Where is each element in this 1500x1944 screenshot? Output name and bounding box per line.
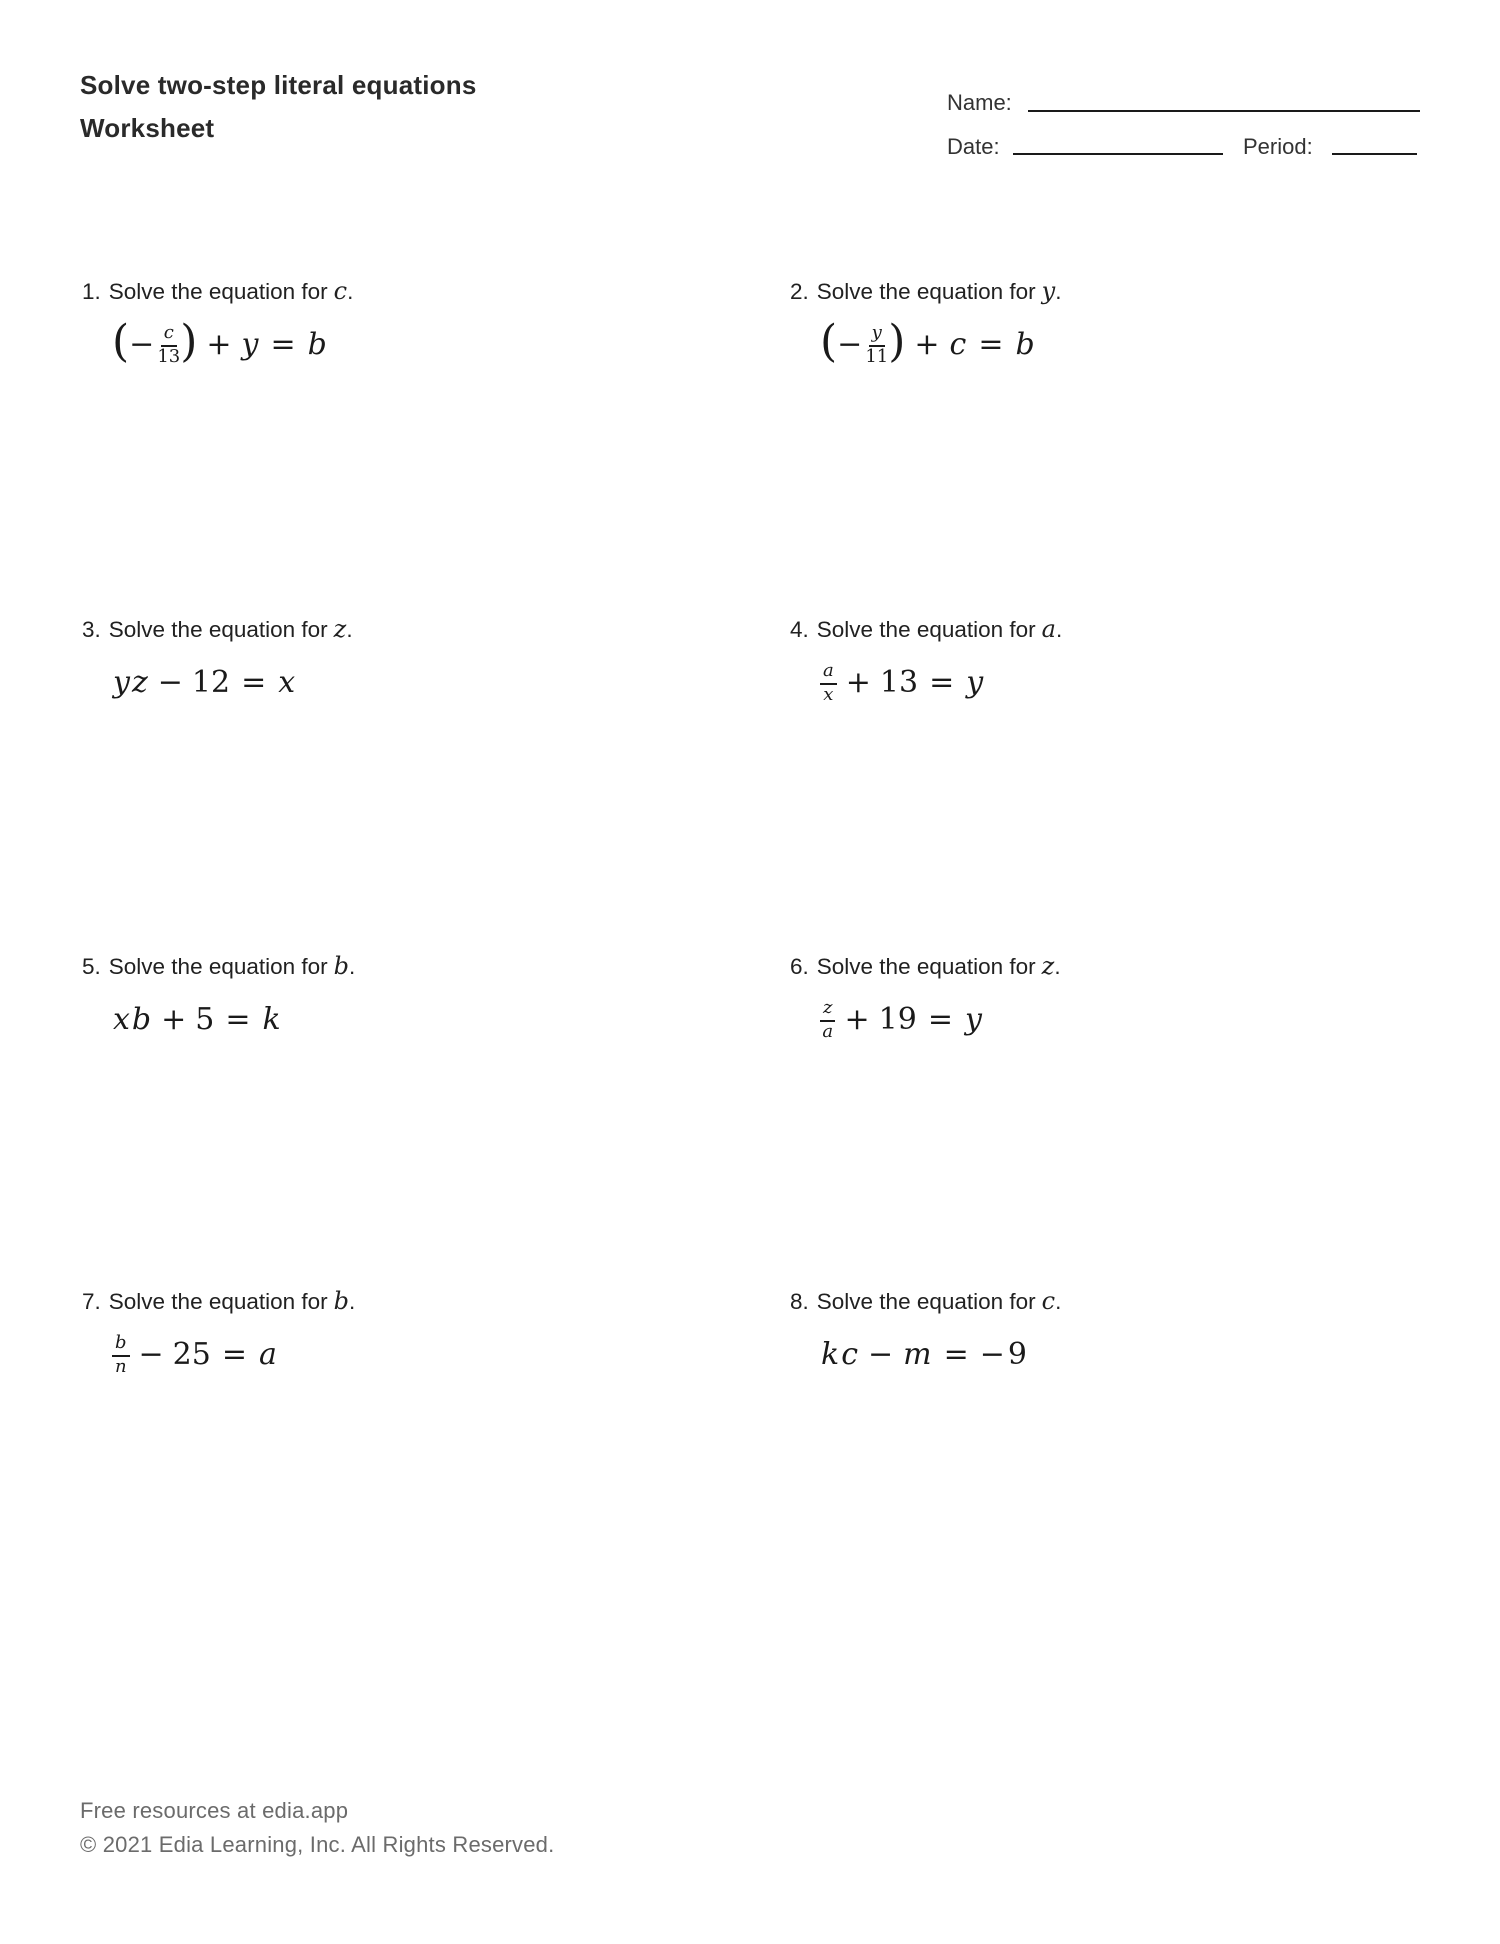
prompt-period: . [346, 617, 353, 642]
problem-6 [790, 951, 1061, 1046]
problem-number: 8. [790, 1289, 809, 1314]
problem-number: 4. [790, 617, 809, 642]
math-variable: x [113, 1001, 130, 1037]
problem-3 [82, 614, 353, 709]
fraction-denominator: 11 [865, 345, 889, 367]
prompt-variable: b [333, 1287, 350, 1315]
footer-copyright-text: © 2021 Edia Learning, Inc. All Rights Reserved. [80, 1832, 555, 1857]
math-number: 12 [191, 664, 231, 700]
problem-5 [82, 951, 355, 1046]
fraction-denominator: a [822, 1020, 834, 1042]
math-operator: = [927, 1001, 953, 1037]
prompt-period: . [1055, 617, 1063, 642]
problem-prompt [82, 1286, 355, 1317]
problem-8 [790, 1286, 1061, 1381]
math-operator: = [241, 664, 267, 700]
math-operator: + [206, 326, 232, 362]
equation [820, 655, 984, 709]
prompt-variable: z [1041, 952, 1055, 980]
prompt-text: Solve the equation for [816, 954, 1036, 979]
math-operator: = [943, 1336, 969, 1372]
equation: ( − $\frac{y}{11}$ ) + c = b [820, 316, 1035, 367]
problem-number: 1. [82, 279, 101, 304]
date-blank-line [1013, 153, 1223, 155]
prompt-text: Solve the equation for [816, 617, 1036, 642]
problem-number: 6. [790, 954, 809, 979]
equation: ( − $\frac{c}{13}$ ) + y = b [112, 316, 327, 367]
math-variable: z [131, 664, 148, 700]
math-number: 9 [1007, 1336, 1027, 1372]
math-operator: − [157, 664, 183, 700]
math-number: 19 [878, 1001, 917, 1037]
prompt-variable: z [333, 615, 347, 643]
math-variable: k [262, 1001, 281, 1037]
fraction [865, 321, 889, 367]
problem-1 [82, 276, 353, 371]
equation [112, 655, 296, 709]
math-operator: = [221, 1336, 247, 1372]
math-variable: c [841, 1336, 858, 1372]
equation [112, 992, 282, 1046]
fraction-denominator: n [114, 1355, 127, 1377]
math-operator: + [844, 1001, 870, 1037]
math-operator: + [161, 1001, 187, 1037]
prompt-text: Solve the equation for [108, 1289, 328, 1314]
page-subtitle: Worksheet [80, 113, 215, 143]
fraction-numerator: c [161, 324, 177, 347]
math-number: 13 [879, 664, 919, 700]
prompt-variable: b [333, 952, 350, 980]
problem-2 [790, 276, 1062, 371]
period-blank-line [1332, 153, 1417, 155]
math-operator: = [929, 664, 955, 700]
math-variable: x [278, 664, 296, 700]
prompt-text: Solve the equation for [816, 1289, 1036, 1314]
problem-4 [790, 614, 1062, 709]
problem-number: 5. [82, 954, 101, 979]
prompt-variable: c [333, 277, 348, 305]
math-number: 25 [172, 1336, 211, 1372]
math-variable: y [241, 326, 259, 362]
fraction-numerator: a [820, 662, 837, 685]
prompt-variable: c [1041, 1287, 1056, 1315]
fraction [112, 1331, 130, 1377]
problem-prompt [790, 1286, 1061, 1317]
prompt-text: Solve the equation for [108, 617, 328, 642]
fraction-numerator: z [820, 999, 835, 1022]
equation [820, 992, 983, 1046]
prompt-period: . [1054, 954, 1061, 979]
footer-resources-text: Free resources at edia.app [80, 1798, 349, 1823]
fraction-denominator: x [823, 683, 834, 705]
fraction-numerator: y [869, 324, 885, 347]
fraction-numerator: b [112, 1334, 130, 1357]
page-title: Solve two-step literal equations [80, 70, 477, 100]
prompt-period: . [1055, 1289, 1062, 1314]
math-variable: y [966, 664, 984, 700]
prompt-period: . [349, 954, 356, 979]
name-blank-line [1028, 110, 1420, 112]
math-operator: − [129, 326, 155, 362]
prompt-variable: a [1041, 615, 1056, 643]
math-number: 5 [195, 1001, 215, 1037]
problem-number: 3. [82, 617, 101, 642]
math-variable: m [903, 1336, 932, 1372]
problem-prompt [790, 276, 1062, 307]
equation [820, 1327, 1027, 1381]
math-variable: y [964, 1001, 982, 1037]
problem-number: 2. [790, 279, 809, 304]
math-operator: − [979, 1336, 1005, 1372]
math-variable: b [307, 326, 327, 362]
math-variable: c [949, 326, 967, 362]
prompt-period: . [347, 279, 354, 304]
prompt-text: Solve the equation for [108, 954, 328, 979]
prompt-period: . [1055, 279, 1062, 304]
problem-prompt [82, 276, 353, 307]
period-label: Period: [1243, 134, 1313, 159]
math-variable: a [259, 1336, 277, 1372]
fraction-denominator: 13 [157, 345, 181, 367]
fraction [157, 321, 181, 367]
math-operator: − [837, 326, 863, 362]
fraction [820, 996, 835, 1042]
name-label: Name: [947, 90, 1012, 115]
problem-7 [82, 1286, 355, 1381]
math-operator: + [845, 664, 871, 700]
math-operator: − [868, 1336, 894, 1372]
problem-prompt [790, 951, 1061, 982]
problem-prompt [790, 614, 1062, 645]
date-label: Date: [947, 134, 1000, 159]
math-operator: = [225, 1001, 251, 1037]
math-variable: y [113, 664, 130, 700]
math-operator: = [978, 326, 1004, 362]
prompt-text: Solve the equation for [108, 279, 328, 304]
problem-number: 7. [82, 1289, 101, 1314]
equation [112, 1327, 278, 1381]
prompt-period: . [349, 1289, 356, 1314]
math-operator: + [914, 326, 940, 362]
math-variable: b [131, 1001, 152, 1037]
math-variable: b [1015, 326, 1035, 362]
fraction [820, 659, 837, 705]
problem-prompt [82, 614, 353, 645]
prompt-variable: y [1041, 277, 1056, 305]
prompt-text: Solve the equation for [816, 279, 1036, 304]
math-operator: = [270, 326, 296, 362]
problem-prompt [82, 951, 355, 982]
math-operator: − [138, 1336, 164, 1372]
math-variable: k [821, 1336, 840, 1372]
